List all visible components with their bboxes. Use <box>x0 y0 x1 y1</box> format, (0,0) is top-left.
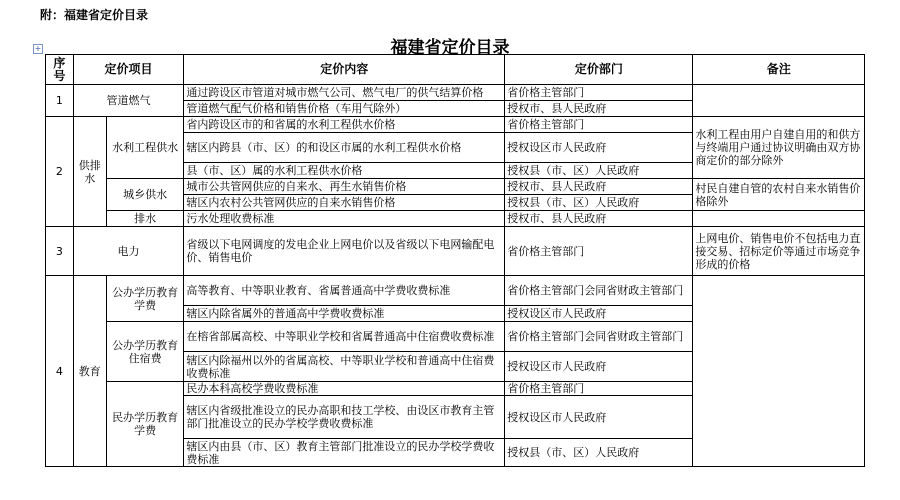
row4-item: 教育 <box>73 276 106 467</box>
header-row <box>46 55 865 85</box>
row4-dept7: 授权县（市、区）人民政府 <box>505 439 693 467</box>
table-row <box>46 211 865 227</box>
row4-sub-public-lodging: 公办学历教育住宿费 <box>106 322 183 382</box>
row4-dept6: 授权设区市人民政府 <box>505 396 693 439</box>
row4-content2: 辖区内除省属外的普通高中学费收费标准 <box>184 306 505 322</box>
row3-item: 电力 <box>73 227 184 276</box>
table-row <box>46 276 865 306</box>
header-no: 序号 <box>46 55 74 85</box>
row4-content3: 在榕省部属高校、中等职业学校和省属普通高中住宿费收费标准 <box>184 322 505 352</box>
row2-dept6: 授权市、县人民政府 <box>505 211 693 227</box>
row2-content3: 县（市、区）属的水利工程供水价格 <box>184 163 505 179</box>
row3-note: 上网电价、销售电价不包括电力直接交易、招标定价等通过市场竞争形成的价格 <box>693 227 865 276</box>
row2-content2: 辖区内跨县（市、区）的和设区市属的水利工程供水价格 <box>184 133 505 163</box>
table-row <box>46 85 865 101</box>
row4-content1: 高等教育、中等职业教育、省属普通高中学费收费标准 <box>184 276 505 306</box>
row2-dept3: 授权县（市、区）人民政府 <box>505 163 693 179</box>
row2-sub-urban-rural-supply: 城乡供水 <box>106 179 183 211</box>
row4-content7: 辖区内由县（市、区）教育主管部门批准设立的民办学校学费收费标准 <box>184 439 505 467</box>
row1-dept1: 省价格主管部门 <box>505 85 693 101</box>
row2-content5: 辖区内农村公共管网供应的自来水销售价格 <box>184 195 505 211</box>
row2-note2: 村民自建自管的农村自来水销售价格除外 <box>693 179 865 211</box>
row2-content1: 省内跨设区市的和省属的水利工程供水价格 <box>184 117 505 133</box>
row4-content5: 民办本科高校学费收费标准 <box>184 382 505 396</box>
header-content: 定价内容 <box>184 55 505 85</box>
row4-dept5: 省价格主管部门 <box>505 382 693 396</box>
row2-dept2: 授权设区市人民政府 <box>505 133 693 163</box>
row4-note <box>693 276 865 467</box>
row1-content2: 管道燃气配气价格和销售价格（车用气除外） <box>184 101 505 117</box>
table-row <box>46 227 865 276</box>
row2-sub-water-conservancy: 水利工程供水 <box>106 117 183 179</box>
document-title: 福建省定价目录 <box>390 38 510 58</box>
row2-note3 <box>693 211 865 227</box>
attachment-label: 附：福建省定价目录 <box>40 8 149 22</box>
row2-dept5: 授权县（市、区）人民政府 <box>505 195 693 211</box>
row2-note1: 水利工程由用户自建自用的和供方与终端用户通过协议明确由双方协商定价的部分除外 <box>693 117 865 179</box>
row2-dept1: 省价格主管部门 <box>505 117 693 133</box>
header-dept: 定价部门 <box>505 55 693 85</box>
table-row <box>46 117 865 133</box>
row2-item: 供排水 <box>73 117 106 227</box>
pricing-catalog-table <box>45 54 865 467</box>
row3-no: 3 <box>46 227 74 276</box>
row4-dept1: 省价格主管部门会同省财政主管部门 <box>505 276 693 306</box>
row4-dept4: 授权设区市人民政府 <box>505 352 693 382</box>
row1-note <box>693 85 865 117</box>
row1-no: 1 <box>46 85 74 117</box>
header-item: 定价项目 <box>73 55 184 85</box>
row2-content6: 污水处理收费标准 <box>184 211 505 227</box>
row4-sub-private-tuition: 民办学历教育学费 <box>106 382 183 467</box>
row4-dept3: 省价格主管部门会同省财政主管部门 <box>505 322 693 352</box>
row1-content1: 通过跨设区市管道对城市燃气公司、燃气电厂的供气结算价格 <box>184 85 505 101</box>
row2-dept4: 授权市、县人民政府 <box>505 179 693 195</box>
row1-dept2: 授权市、县人民政府 <box>505 101 693 117</box>
row1-item: 管道燃气 <box>73 85 184 117</box>
row3-content: 省级以下电网调度的发电企业上网电价以及省级以下电网输配电价、销售电价 <box>184 227 505 276</box>
row4-content6: 辖区内省级批准设立的民办高职和技工学校、由设区市教育主管部门批准设立的民办学校学费收费标准 <box>184 396 505 439</box>
header-note: 备注 <box>693 55 865 85</box>
row3-dept: 省价格主管部门 <box>505 227 693 276</box>
row2-sub-drainage: 排水 <box>106 211 183 227</box>
row2-content4: 城市公共管网供应的自来水、再生水销售价格 <box>184 179 505 195</box>
row4-dept2: 授权设区市人民政府 <box>505 306 693 322</box>
table-row <box>46 179 865 195</box>
row4-no: 4 <box>46 276 74 467</box>
row2-no: 2 <box>46 117 74 227</box>
table-move-handle-icon[interactable]: + <box>34 44 42 53</box>
row4-sub-public-tuition: 公办学历教育学费 <box>106 276 183 322</box>
row4-content4: 辖区内除福州以外的省属高校、中等职业学校和普通高中住宿费收费标准 <box>184 352 505 382</box>
